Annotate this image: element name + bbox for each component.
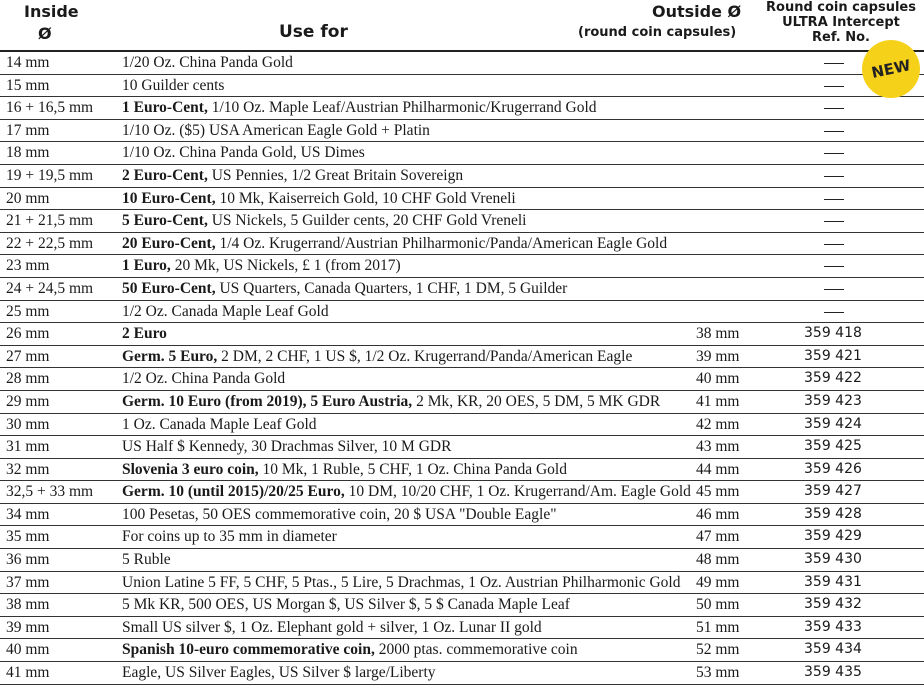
inside-diameter-cell: 30 mm: [6, 415, 50, 433]
use-for-cell: [122, 120, 430, 141]
inside-diameter-cell: 28 mm: [6, 370, 50, 388]
table-row: [0, 120, 924, 143]
no-ref-dash: [824, 86, 844, 87]
use-for-text: 2000 ptas. commemorative coin: [374, 641, 578, 659]
outside-diameter-cell: 39 mm: [696, 347, 740, 365]
inside-diameter-cell: 19 + 19,5 mm: [6, 166, 94, 184]
use-for-cell: [122, 639, 578, 660]
outside-diameter-cell: 40 mm: [696, 370, 740, 388]
inside-diameter-cell: 39 mm: [6, 618, 50, 636]
use-for-text: 1/10 Oz. China Panda Gold, US Dimes: [122, 144, 365, 162]
use-for-cell: [122, 391, 660, 412]
use-for-header: Use for: [279, 22, 348, 42]
use-for-text: 5 Ruble: [122, 551, 171, 569]
no-ref-dash: [824, 312, 844, 313]
use-for-cell: [122, 210, 526, 231]
use-for-bold-text: 2 Euro: [122, 325, 167, 343]
no-ref-dash: [824, 176, 844, 177]
table-row: [0, 97, 924, 120]
use-for-text: 1/2 Oz. China Panda Gold: [122, 370, 286, 388]
outside-diameter-cell: 45 mm: [696, 483, 740, 501]
inside-diameter-cell: 21 + 21,5 mm: [6, 212, 94, 230]
use-for-bold-text: 2 Euro-Cent,: [122, 166, 208, 184]
use-for-text: US Pennies, 1/2 Great Britain Sovereign: [207, 166, 464, 184]
use-for-bold-text: Slovenia 3 euro coin,: [122, 460, 259, 478]
ref-number-cell: 359 424: [804, 415, 862, 432]
outside-diameter-cell: 42 mm: [696, 415, 740, 433]
inside-diameter-cell: 27 mm: [6, 347, 50, 365]
inside-diameter-cell: 32,5 + 33 mm: [6, 483, 94, 501]
use-for-bold-text: 5 Euro-Cent,: [122, 212, 208, 230]
use-for-bold-text: 20 Euro-Cent,: [122, 234, 216, 252]
coin-table: [0, 50, 924, 685]
ref-header-line1: Round coin capsules: [766, 0, 916, 15]
table-row: [0, 436, 924, 459]
use-for-bold-text: Germ. 5 Euro,: [122, 347, 218, 365]
use-for-bold-text: Germ. 10 (until 2015)/20/25 Euro,: [122, 483, 345, 501]
outside-diameter-cell: 41 mm: [696, 392, 740, 410]
use-for-cell: [122, 617, 542, 638]
inside-diameter-cell: 29 mm: [6, 392, 50, 410]
inside-diameter-cell: 16 + 16,5 mm: [6, 99, 94, 117]
inside-diameter-cell: 25 mm: [6, 302, 50, 320]
use-for-cell: [122, 142, 365, 163]
use-for-text: 10 Mk, 1 Ruble, 5 CHF, 1 Oz. China Panda Gold: [258, 460, 567, 478]
use-for-text: 5 Mk KR, 500 OES, US Morgan $, US Silver $, 5 $ Canada Maple Leaf: [122, 596, 570, 614]
use-for-text: 20 Mk, US Nickels, £ 1 (from 2017): [170, 257, 401, 275]
ref-number-cell: 359 423: [804, 392, 862, 409]
table-row: [0, 639, 924, 662]
outside-diameter-cell: 51 mm: [696, 618, 740, 636]
table-row: [0, 414, 924, 437]
use-for-bold-text: 10 Euro-Cent,: [122, 189, 216, 207]
use-for-text: For coins up to 35 mm in diameter: [122, 528, 337, 546]
ref-number-cell: 359 430: [804, 551, 862, 568]
use-for-cell: [122, 481, 691, 502]
use-for-cell: [122, 52, 293, 73]
ref-header-line2: ULTRA Intercept: [782, 15, 900, 30]
table-row: [0, 278, 924, 301]
no-ref-dash: [824, 108, 844, 109]
table-row: [0, 617, 924, 640]
use-for-bold-text: Spanish 10-euro commemorative coin,: [122, 641, 375, 659]
use-for-text: 1/10 Oz. Maple Leaf/Austrian Philharmonic/Krugerrand Gold: [207, 99, 597, 117]
use-for-text: 2 DM, 2 CHF, 1 US $, 1/2 Oz. Krugerrand/Panda/American Eagle: [217, 347, 633, 365]
inside-diameter-cell: 32 mm: [6, 460, 50, 478]
use-for-text: Union Latine 5 FF, 5 CHF, 5 Ptas., 5 Lire, 5 Drachmas, 1 Oz. Austrian Philharmonic Gold: [122, 573, 681, 591]
use-for-cell: [122, 594, 570, 615]
use-for-text: 2 Mk, KR, 20 OES, 5 DM, 5 MK GDR: [412, 392, 661, 410]
use-for-bold-text: 1 Euro-Cent,: [122, 99, 208, 117]
outside-header: Outside Ø: [652, 2, 742, 21]
ref-number-cell: 359 422: [804, 370, 862, 387]
ref-number-cell: 359 434: [804, 641, 862, 658]
inside-diameter-cell: 14 mm: [6, 54, 50, 71]
ref-header-line3: Ref. No.: [812, 30, 870, 45]
table-row: [0, 52, 924, 75]
table-row: [0, 346, 924, 369]
inside-diameter-symbol: Ø: [38, 24, 52, 43]
use-for-cell: [122, 255, 401, 276]
inside-diameter-cell: 24 + 24,5 mm: [6, 279, 94, 297]
no-ref-dash: [824, 199, 844, 200]
table-row: [0, 210, 924, 233]
table-row: [0, 188, 924, 211]
no-ref-dash: [824, 63, 844, 64]
table-row: [0, 459, 924, 482]
use-for-text: Eagle, US Silver Eagles, US Silver $ large/Liberty: [122, 664, 436, 682]
no-ref-dash: [824, 244, 844, 245]
use-for-text: 10 Mk, Kaiserreich Gold, 10 CHF Gold Vreneli: [215, 189, 516, 207]
use-for-cell: [122, 323, 167, 344]
use-for-text: 100 Pesetas, 50 OES commemorative coin, 20 $ USA "Double Eagle": [122, 505, 557, 523]
outside-diameter-cell: 50 mm: [696, 596, 740, 614]
table-row: [0, 323, 924, 346]
ref-number-cell: 359 418: [804, 325, 862, 342]
use-for-cell: [122, 75, 224, 96]
use-for-cell: [122, 459, 567, 480]
inside-diameter-cell: 22 + 22,5 mm: [6, 234, 94, 252]
inside-diameter-cell: 18 mm: [6, 144, 50, 162]
use-for-cell: [122, 414, 317, 435]
ref-number-cell: 359 426: [804, 460, 862, 477]
ref-number-cell: 359 433: [804, 618, 862, 635]
use-for-text: Small US silver $, 1 Oz. Elephant gold + silver, 1 Oz. Lunar II gold: [122, 618, 542, 636]
use-for-bold-text: 1 Euro,: [122, 257, 171, 275]
table-row: [0, 301, 924, 324]
ref-number-cell: 359 435: [804, 664, 862, 681]
use-for-text: 1/2 Oz. Canada Maple Leaf Gold: [122, 302, 329, 320]
use-for-text: 10 DM, 10/20 CHF, 1 Oz. Krugerrand/Am. Eagle Gold: [344, 483, 691, 501]
table-row: [0, 572, 924, 595]
inside-header: Inside: [24, 2, 79, 21]
ref-number-cell: 359 427: [804, 483, 862, 500]
use-for-cell: [122, 662, 436, 683]
use-for-text: 1/10 Oz. ($5) USA American Eagle Gold + Platin: [122, 121, 430, 139]
inside-diameter-cell: 31 mm: [6, 438, 50, 456]
no-ref-dash: [824, 289, 844, 290]
inside-diameter-cell: 41 mm: [6, 664, 50, 682]
outside-diameter-cell: 44 mm: [696, 460, 740, 478]
outside-subheader: (round coin capsules): [578, 25, 737, 40]
no-ref-dash: [824, 131, 844, 132]
use-for-text: US Half $ Kennedy, 30 Drachmas Silver, 10 M GDR: [122, 438, 452, 456]
inside-diameter-cell: 17 mm: [6, 121, 50, 139]
inside-diameter-cell: 26 mm: [6, 325, 50, 343]
table-row: [0, 142, 924, 165]
outside-diameter-cell: 47 mm: [696, 528, 740, 546]
use-for-text: 10 Guilder cents: [122, 76, 225, 94]
outside-diameter-cell: 38 mm: [696, 325, 740, 343]
use-for-cell: [122, 549, 171, 570]
inside-diameter-cell: 15 mm: [6, 76, 50, 94]
use-for-bold-text: Germ. 10 Euro (from 2019), 5 Euro Austria,: [122, 392, 413, 410]
inside-diameter-cell: 20 mm: [6, 189, 50, 207]
use-for-cell: [122, 97, 597, 118]
outside-diameter-cell: 49 mm: [696, 573, 740, 591]
outside-diameter-cell: 46 mm: [696, 505, 740, 523]
no-ref-dash: [824, 153, 844, 154]
use-for-cell: [122, 233, 667, 254]
use-for-cell: [122, 346, 632, 367]
ref-number-cell: 359 428: [804, 505, 862, 522]
inside-diameter-cell: 23 mm: [6, 257, 50, 275]
use-for-cell: [122, 301, 329, 322]
table-row: [0, 662, 924, 685]
use-for-text: US Quarters, Canada Quarters, 1 CHF, 1 DM, 5 Guilder: [215, 279, 568, 297]
table-row: [0, 594, 924, 617]
no-ref-dash: [824, 266, 844, 267]
use-for-cell: [122, 436, 451, 457]
inside-diameter-cell: 34 mm: [6, 505, 50, 523]
table-row: [0, 549, 924, 572]
outside-diameter-cell: 53 mm: [696, 664, 740, 682]
use-for-text: 1 Oz. Canada Maple Leaf Gold: [122, 415, 317, 433]
table-row: [0, 481, 924, 504]
ref-number-cell: 359 429: [804, 528, 862, 545]
table-row: [0, 504, 924, 527]
inside-diameter-cell: 40 mm: [6, 641, 50, 659]
inside-diameter-cell: 38 mm: [6, 596, 50, 614]
use-for-cell: [122, 278, 567, 299]
table-row: [0, 391, 924, 414]
use-for-text: 1/4 Oz. Krugerrand/Austrian Philharmonic/Panda/American Eagle Gold: [215, 234, 668, 252]
new-badge: NEW: [857, 35, 924, 104]
ref-header: [756, 0, 924, 45]
table-row: [0, 165, 924, 188]
no-ref-dash: [824, 221, 844, 222]
ref-number-cell: 359 431: [804, 573, 862, 590]
use-for-cell: [122, 165, 463, 186]
use-for-cell: [122, 526, 337, 547]
ref-number-cell: 359 425: [804, 438, 862, 455]
table-row: [0, 526, 924, 549]
table-row: [0, 75, 924, 98]
use-for-bold-text: 50 Euro-Cent,: [122, 279, 216, 297]
use-for-cell: [122, 188, 516, 209]
inside-diameter-cell: 36 mm: [6, 551, 50, 569]
ref-number-cell: 359 421: [804, 347, 862, 364]
ref-number-cell: 359 432: [804, 596, 862, 613]
table-row: [0, 233, 924, 256]
outside-diameter-cell: 43 mm: [696, 438, 740, 456]
table-row: [0, 368, 924, 391]
use-for-cell: [122, 368, 285, 389]
outside-diameter-cell: 48 mm: [696, 551, 740, 569]
use-for-text: US Nickels, 5 Guilder cents, 20 CHF Gold Vreneli: [207, 212, 527, 230]
use-for-text: 1/20 Oz. China Panda Gold: [122, 54, 293, 71]
outside-diameter-cell: 52 mm: [696, 641, 740, 659]
inside-diameter-cell: 37 mm: [6, 573, 50, 591]
table-row: [0, 255, 924, 278]
inside-diameter-cell: 35 mm: [6, 528, 50, 546]
use-for-cell: [122, 572, 680, 593]
use-for-cell: [122, 504, 557, 525]
